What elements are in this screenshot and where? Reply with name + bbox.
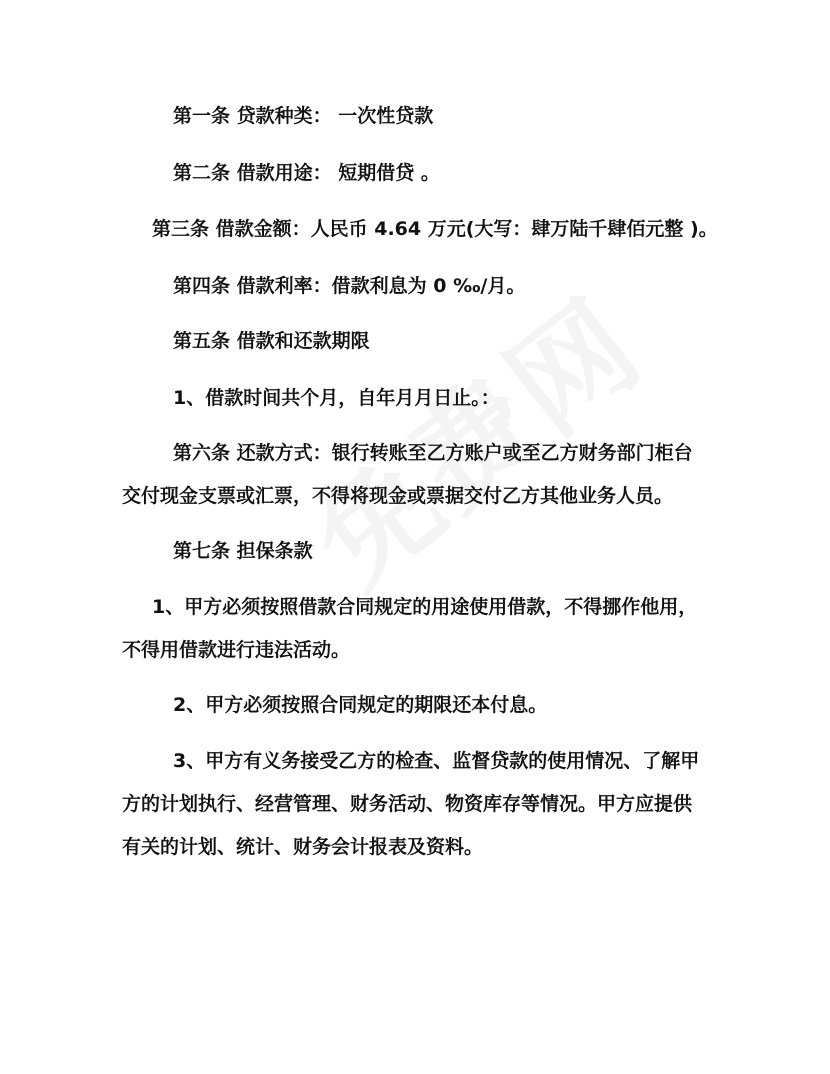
- clause-2-loan-purpose: 第二条 借款用途： 短期借贷 。: [173, 162, 440, 184]
- clause-4-interest-rate: 第四条 借款利率：借款利息为 0 ‰/月。: [173, 275, 526, 297]
- clause-7-item-1-line-2: 不得用借款进行违法活动。: [122, 639, 351, 661]
- clause-6-repayment-line-1: 第六条 还款方式：银行转账至乙方账户或至乙方财务部门柜台: [173, 442, 693, 464]
- clause-6-repayment-line-2: 交付现金支票或汇票，不得将现金或票据交付乙方其他业务人员。: [122, 485, 674, 507]
- clause-7-guarantee-heading: 第七条 担保条款: [173, 540, 313, 562]
- clause-7-item-3-line-3: 有关的计划、统计、财务会计报表及资料。: [122, 836, 484, 858]
- clause-7-item-3-line-2: 方的计划执行、经营管理、财务活动、物资库存等情况。甲方应提供: [122, 793, 693, 815]
- clause-1-loan-type: 第一条 贷款种类： 一次性贷款: [173, 105, 434, 127]
- clause-3-loan-amount: 第三条 借款金额：人民币 4.64 万元(大写：肆万陆千肆佰元整 )。: [152, 218, 718, 240]
- clause-5-item-1: 1、借款时间共个月，自年月月日止。：: [173, 387, 500, 409]
- clause-7-item-1-line-1: 1、甲方必须按照借款合同规定的用途使用借款，不得挪作他用，: [152, 596, 698, 618]
- clause-7-item-3-line-1: 3、甲方有义务接受乙方的检查、监督贷款的使用情况、了解甲: [173, 750, 700, 772]
- clause-7-item-2: 2、甲方必须按照合同规定的期限还本付息。: [173, 694, 548, 716]
- clause-5-term-heading: 第五条 借款和还款期限: [173, 330, 370, 352]
